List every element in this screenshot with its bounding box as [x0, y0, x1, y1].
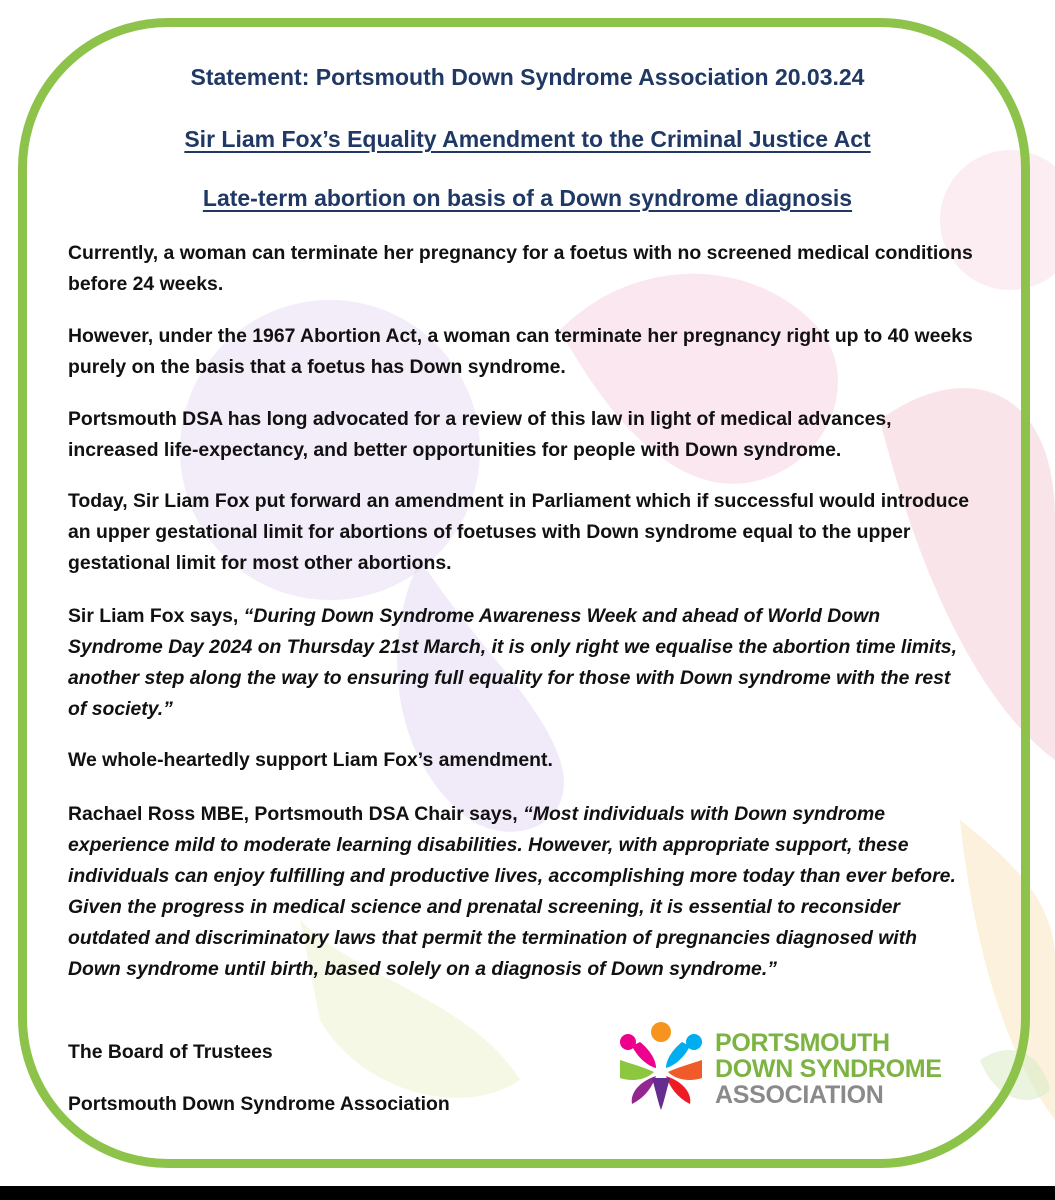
- paragraph-2: However, under the 1967 Abortion Act, a woman can terminate her pregnancy right up to 40 weeks purely on the basis that a foetus has Down syndrome.: [68, 325, 973, 378]
- signoff-association: Portsmouth Down Syndrome Association: [68, 1093, 450, 1115]
- chair-quote: “Most individuals with Down syndrome experience mild to moderate learning disabilities. However, with appropriate support, these individuals can enjoy fulfilling and productive lives, accomplishing more today than ever before. Given the progress in medical science and prenatal screening, it is essential to reconsider outdated and discriminatory laws that permit the termination of pregnancies diagnosed with Down syndrome until birth, based solely on a diagnosis of Down syndrome.”: [68, 803, 956, 980]
- logo-line-portsmouth: PORTSMOUTH: [715, 1029, 890, 1057]
- logo-line-down-syndrome: DOWN SYNDROME: [715, 1055, 942, 1083]
- paragraph-5: [68, 601, 973, 725]
- chair-intro: Rachael Ross MBE, Portsmouth DSA Chair says,: [68, 803, 524, 825]
- paragraph-1: Currently, a woman can terminate her pregnancy for a foetus with no screened medical conditions before 24 weeks.: [68, 242, 973, 295]
- paragraph-6: We whole-heartedly support Liam Fox’s amendment.: [68, 749, 553, 771]
- paragraph-3: Portsmouth DSA has long advocated for a review of this law in light of medical advances, increased life-expectancy, and better opportunities for people with Down syndrome.: [68, 408, 892, 461]
- signoff-board: The Board of Trustees: [68, 1041, 273, 1063]
- bottom-black-bar: [0, 1186, 1055, 1200]
- statement-topic: Late-term abortion on basis of a Down syndrome diagnosis: [202, 185, 853, 211]
- pdsa-logo: [610, 1010, 952, 1118]
- paragraph-7: [68, 799, 973, 985]
- statement-subtitle: Sir Liam Fox’s Equality Amendment to the Criminal Justice Act: [184, 126, 871, 152]
- statement-title: Statement: Portsmouth Down Syndrome Association 20.03.24: [190, 64, 865, 90]
- paragraph-4: Today, Sir Liam Fox put forward an amendment in Parliament which if successful would introduce an upper gestational limit for abortions of foetuses with Down syndrome equal to the upper gestational limit for most other abortions.: [68, 490, 970, 574]
- logo-line-association: ASSOCIATION: [715, 1081, 884, 1109]
- pdsa-logo-mark-icon: [612, 1016, 710, 1114]
- liam-fox-intro: Sir Liam Fox says,: [68, 605, 244, 627]
- liam-fox-quote: “During Down Syndrome Awareness Week and ahead of World Down Syndrome Day 2024 on Thursday 21st March, it is only right we equalise the abortion time limits, another step along the way to ensuring full equality for those with Down syndrome with the rest of society.”: [68, 605, 957, 720]
